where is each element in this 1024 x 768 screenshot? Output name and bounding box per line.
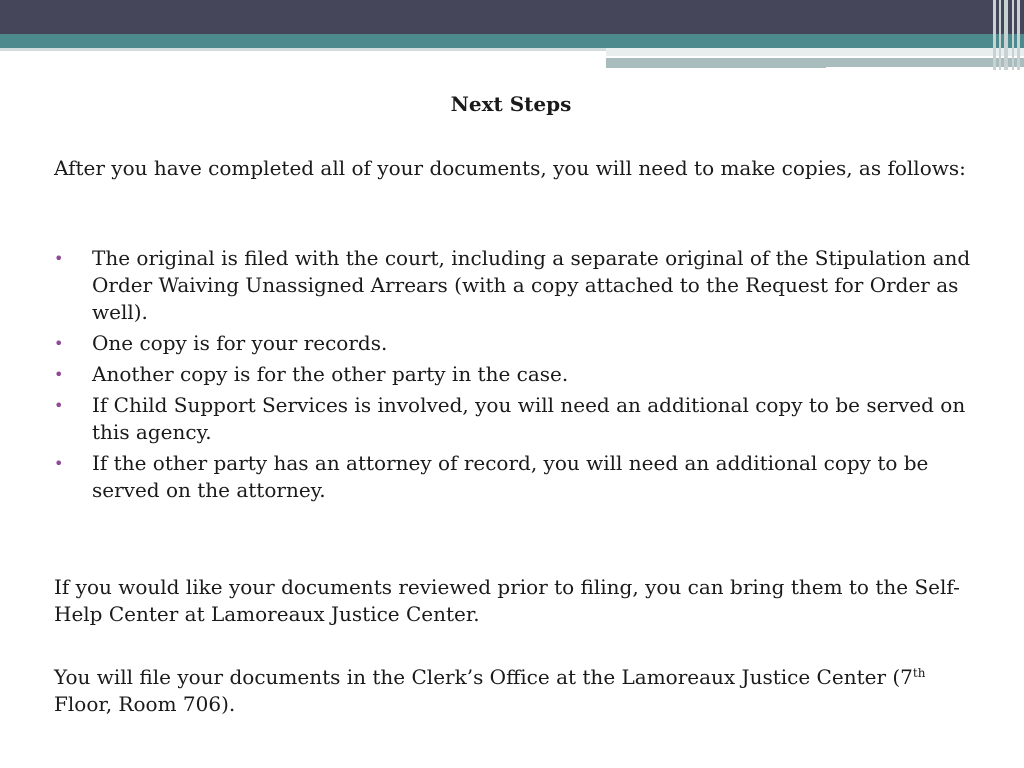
list-item-text: Another copy is for the other party in the case. xyxy=(92,362,569,386)
header-dark-band xyxy=(0,0,1024,34)
header-teal-band xyxy=(0,34,1024,48)
header-vertical-stripe xyxy=(1004,0,1008,70)
slide-title: Next Steps xyxy=(450,92,572,116)
bullet-icon: • xyxy=(54,454,64,473)
filing-paragraph xyxy=(54,664,974,718)
list-item xyxy=(54,361,974,388)
list-item xyxy=(54,450,974,504)
list-item-text: One copy is for your records. xyxy=(92,331,388,355)
list-item xyxy=(54,330,974,357)
list-item-text: If the other party has an attorney of record, you will need an additional copy to be served on the attorney. xyxy=(92,451,929,502)
header-accent-line xyxy=(606,56,948,58)
filing-text-end: Floor, Room 706). xyxy=(54,692,236,716)
bullet-icon: • xyxy=(54,396,64,415)
header-shadow xyxy=(0,48,606,51)
header-vertical-stripe xyxy=(1017,0,1020,70)
bullet-icon: • xyxy=(54,249,64,268)
header-accent-light xyxy=(606,48,1024,56)
list-item xyxy=(54,392,974,446)
header-vertical-stripe xyxy=(999,0,1001,70)
review-paragraph: If you would like your documents reviewed prior to filing, you can bring them to the Self-Help Center at Lamoreaux Justice Center. xyxy=(54,575,960,626)
bullet-icon: • xyxy=(54,365,64,384)
ordinal-suffix: th xyxy=(912,666,926,680)
header-vertical-stripe xyxy=(993,0,996,70)
header-vertical-stripe xyxy=(1012,0,1014,70)
bullet-icon: • xyxy=(54,334,64,353)
filing-text-start: You will file your documents in the Clerk’s Office at the Lamoreaux Justice Center (7 xyxy=(54,665,913,689)
intro-paragraph: After you have completed all of your documents, you will need to make copies, as follows: xyxy=(54,156,966,180)
header-banner xyxy=(0,0,1024,72)
list-item-text: If Child Support Services is involved, you will need an additional copy to be served on this agency. xyxy=(92,393,966,444)
list-item-text: The original is filed with the court, including a separate original of the Stipulation and Order Waiving Unassigned Arrears (with a copy attached to the Request for Order as well). xyxy=(92,246,971,324)
copies-list xyxy=(54,245,974,508)
list-item xyxy=(54,245,974,326)
